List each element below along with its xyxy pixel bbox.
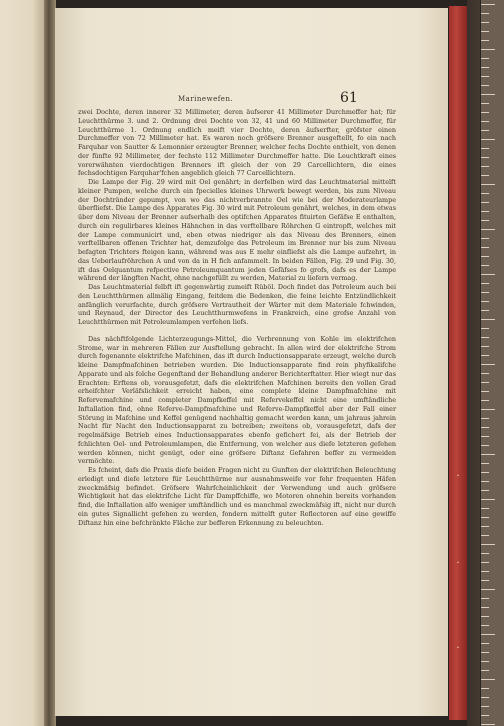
ruler-tick	[481, 706, 489, 707]
ruler-tick	[481, 328, 489, 329]
ruler-tick	[481, 643, 489, 644]
edge-mark-2: ·	[456, 555, 460, 569]
ruler-tick	[481, 472, 489, 473]
ruler-tick	[481, 445, 489, 446]
ruler-tick	[481, 265, 489, 266]
ruler-tick	[481, 319, 495, 320]
ruler-tick	[481, 310, 489, 311]
ruler-tick	[481, 571, 489, 572]
ruler-tick	[481, 85, 489, 86]
ruler-tick	[481, 202, 489, 203]
ruler-tick	[481, 688, 489, 689]
ruler-tick	[481, 283, 489, 284]
edge-mark-3: ·	[456, 640, 460, 654]
left-page-edge	[0, 0, 46, 726]
ruler-tick	[481, 544, 495, 545]
ruler-tick	[481, 436, 489, 437]
ruler-tick	[481, 580, 489, 581]
ruler-tick	[481, 670, 489, 671]
ruler-tick	[481, 121, 489, 122]
paragraph-2: Die Lampe der Fig. 29 wird mit Oel genährt; in derfelben wird das Leuchtmaterial mittelft kleiner Pumpen, welche durch ein fpecielles kleines Uhrwerk bewegt werden, bis zum Niveau der Dochtränder gepumpt, von wo das nichtverbrannte Oel wie bei der Moderateurlampe überfliefst. Die Lampe des Apparates Fig. 30 wird mit Petroleum genährt, welches, in dem etwas über dem Niveau der Brenner aufserhalb des optifchen Apparates fituirten Gefäfse E enthalten, durch ein regulirbares kleines Hähnchen in das verftellbare Röhrchen G eintropft, welches mit der Lampe communicirt und, eben etwas niedriger als das Niveau des Brenners, einen verftellbaren offenen Trichter hat, demzufolge das Petroleum im Brenner nur bis zum Niveau befagten Trichters fteigen kann, während was aus E mehr einfliefst als die Lampe aufzehrt, in das Ueberlaufröhrchen A und von da in H fich anfammelt. In beiden Fällen, Fig. 29 und Fig. 30, ift das Oelquantum refpective Petroleumquantum jeden Gefäfses fo grofs, dafs es der Lampe während der längften Nacht, ohne nachgefüllt zu werden, Material zu liefern vermag.	[78, 178, 396, 283]
body-text	[78, 108, 396, 527]
paragraph-3: Das Leuchtmaterial felbft ift gegenwärtig zumeift Rüböl. Doch findet das Petroleum auch bei den Leuchtthürmen allmälig Eingang, feitdem die Bedenken, die feine leichte Entzündlichkeit anfänglich verurfachte, durch gröfsere Vertrautheit der Wärter mit dem Materiale fchwinden, und Reynaud, der Director des Leuchtthurmwefens in Frankreich, eine grofse Anzahl von Leuchtthürmen mit Petroleumlampen verfehen liefs.	[78, 283, 396, 326]
ruler-tick	[481, 166, 489, 167]
ruler-tick	[481, 229, 495, 230]
ruler-tick	[481, 535, 489, 536]
ruler-tick	[481, 220, 489, 221]
ruler-tick	[481, 679, 495, 680]
ruler-tick	[481, 355, 489, 356]
ruler-tick	[481, 382, 489, 383]
ruler-tick	[481, 517, 489, 518]
ruler-tick	[481, 346, 489, 347]
ruler-tick	[481, 184, 495, 185]
edge-mark-1: ·	[456, 468, 460, 482]
ruler-tick	[481, 337, 489, 338]
ruler-tick	[481, 175, 489, 176]
ruler-tick	[481, 715, 489, 716]
ruler-tick	[481, 193, 489, 194]
ruler-tick	[481, 247, 489, 248]
ruler-tick	[481, 499, 495, 500]
paragraph-1: zwei Dochte, deren innerer 32 Millimeter, deren äufserer 41 Millimeter Durchmeffer hat; für Leuchtthürme 3. und 2. Ordnung drei Dochte von 32, 41 und 60 Millimeter Durchmeffer, für Leuchtthürme 1. Ordnung endlich meift vier Dochte, deren äufserfter, gröfster einen Durchmeffer von 72 Millimeter hat. Es waren noch gröfsere Brenner ausgeftellt, fo ein nach Farquhar von Sautter & Lemonnier erzeugter Brenner, welcher fechs Dochte enthielt, von denen der fünfte 92 Millimeter, der fechste 112 Millimeter Durchmeffer hatte. Die Leuchtkraft eines vorerwähnten vierdochtigen Brenners ift gleich der von 29 Carcellichtern, die eines fechsdochtigen Farquhar'fchen angeblich gleich 77 Carcellichtern.	[78, 108, 396, 178]
ruler-tick	[481, 373, 489, 374]
ruler-tick	[481, 13, 489, 14]
ruler-tick	[481, 634, 495, 635]
ruler-tick	[481, 301, 489, 302]
page-number: 61	[340, 90, 358, 106]
ruler-tick	[481, 112, 489, 113]
ruler-tick	[481, 58, 489, 59]
ruler-tick	[481, 157, 489, 158]
ruler-tick	[481, 94, 495, 95]
ruler-tick	[481, 364, 495, 365]
ruler-tick	[481, 454, 495, 455]
ruler-tick	[481, 463, 489, 464]
ruler-tick	[481, 508, 489, 509]
ruler-tick	[481, 553, 489, 554]
ruler-tick	[481, 148, 489, 149]
ruler-tick	[481, 427, 489, 428]
ruler-tick	[481, 616, 489, 617]
ruler-tick	[481, 652, 489, 653]
ruler-tick	[481, 292, 489, 293]
ruler-tick	[481, 76, 489, 77]
running-head: Marinewefen.	[178, 95, 234, 103]
ruler-tick	[481, 409, 495, 410]
ruler-tick	[481, 697, 489, 698]
ruler-tick	[481, 490, 489, 491]
ruler-tick	[481, 211, 489, 212]
ruler-tick	[481, 40, 489, 41]
paragraph-5: Es fcheint, dafs die Praxis diefe beiden Fragen nicht zu Gunften der elektrifchen Beleuchtung erledigt und diefe letztere für Leuchtthürme nur ausnahmsweife vor fehr frequenten Häfen zweckmäfsig befindet. Gröfsere Wahrfcheinlichkeit der Verwendung und auch gröfsere Wichtigkeit hat das elektrifche Licht für Dampffchiffe, wo Motoren ohnehin bereits vorhanden find, die Inftallation alfo weniger umftändlich und es manchmal zweckmäfsig ift, nicht nur durch ein gutes Signallicht gefehen zu werden, fondern mittelft guter Reflectoren auf eine gewiffe Diftanz hin eine befchränkte Fläche zur befferen Erkennung zu beleuchten.	[78, 466, 396, 527]
ruler-tick	[481, 4, 495, 5]
ruler-tick	[481, 589, 495, 590]
ruler-tick	[481, 400, 489, 401]
ruler-tick	[481, 418, 489, 419]
page-edge-red	[449, 6, 467, 720]
ruler-tick	[481, 103, 489, 104]
ruler-tick	[481, 607, 489, 608]
ruler-tick	[481, 139, 495, 140]
ruler-tick	[481, 391, 489, 392]
ruler-tick	[481, 49, 495, 50]
ruler-tick	[481, 238, 489, 239]
ruler-tick	[481, 67, 489, 68]
ruler-tick	[481, 598, 489, 599]
ruler-tick	[481, 481, 489, 482]
ruler-tick	[481, 130, 489, 131]
ruler-tick	[481, 526, 489, 527]
ruler-tick	[481, 661, 489, 662]
ruler-tick	[481, 274, 495, 275]
ruler-tick	[481, 724, 495, 725]
ruler-tick	[481, 256, 489, 257]
ruler-tick	[481, 22, 489, 23]
measurement-ruler	[480, 0, 504, 726]
ruler-tick	[481, 625, 489, 626]
ruler-tick	[481, 562, 489, 563]
ruler-tick	[481, 31, 489, 32]
paragraph-4: Das nächftfolgende Lichterzeugungs-Mittel, die Verbrennung von Kohle im elektrifchen Strome, war in mehreren Fällen zur Ausftellung gebracht. In allen wird der elektrifche Strom durch fogenannte elektrifche Mafchinen, das ift durch Inductionsapparate erzeugt, welche durch kleine Dampfmafchinen betrieben wurden. Die Inductionsapparate find rein phyfikalifche Apparate und als folche Gegenftand der Behandlung anderer Berichterftatter. Hier wiegt nur das Erachten: Erftens ob, vorausgefetzt, dafs die elektrifchen Mafchinen bereits den vollen Grad erheifchter Verläfslichkeit erreicht haben, eine complete kleine Dampfmafchine mit Refervemafchine und completer Dampfkeffel mit Refervekeffel nicht eine umftändliche Inftallation find, ohne Referve-Dampfmafchine und Referve-Dampfkeffel aber der Fall einer Störung in Mafchine und Keffel genügend nachhaltig gemacht werden kann, um jahraus jahrein Nacht für Nacht den Inductionsapparat zu betreiben; zweitens ob, vorausgefetzt, dafs der regelmäfsige Betrieb eines Inductionsapparates ebenfo gefichert fei, als der Betrieb der fchlichten Oel- und Petroleumlampen, die Entfernung, von welcher aus diefe letzteren gefehen werden können, nicht genügt, oder eine gröfsere Diftanz Gefahren beffer zu vermeiden vermöchte.	[78, 334, 396, 466]
